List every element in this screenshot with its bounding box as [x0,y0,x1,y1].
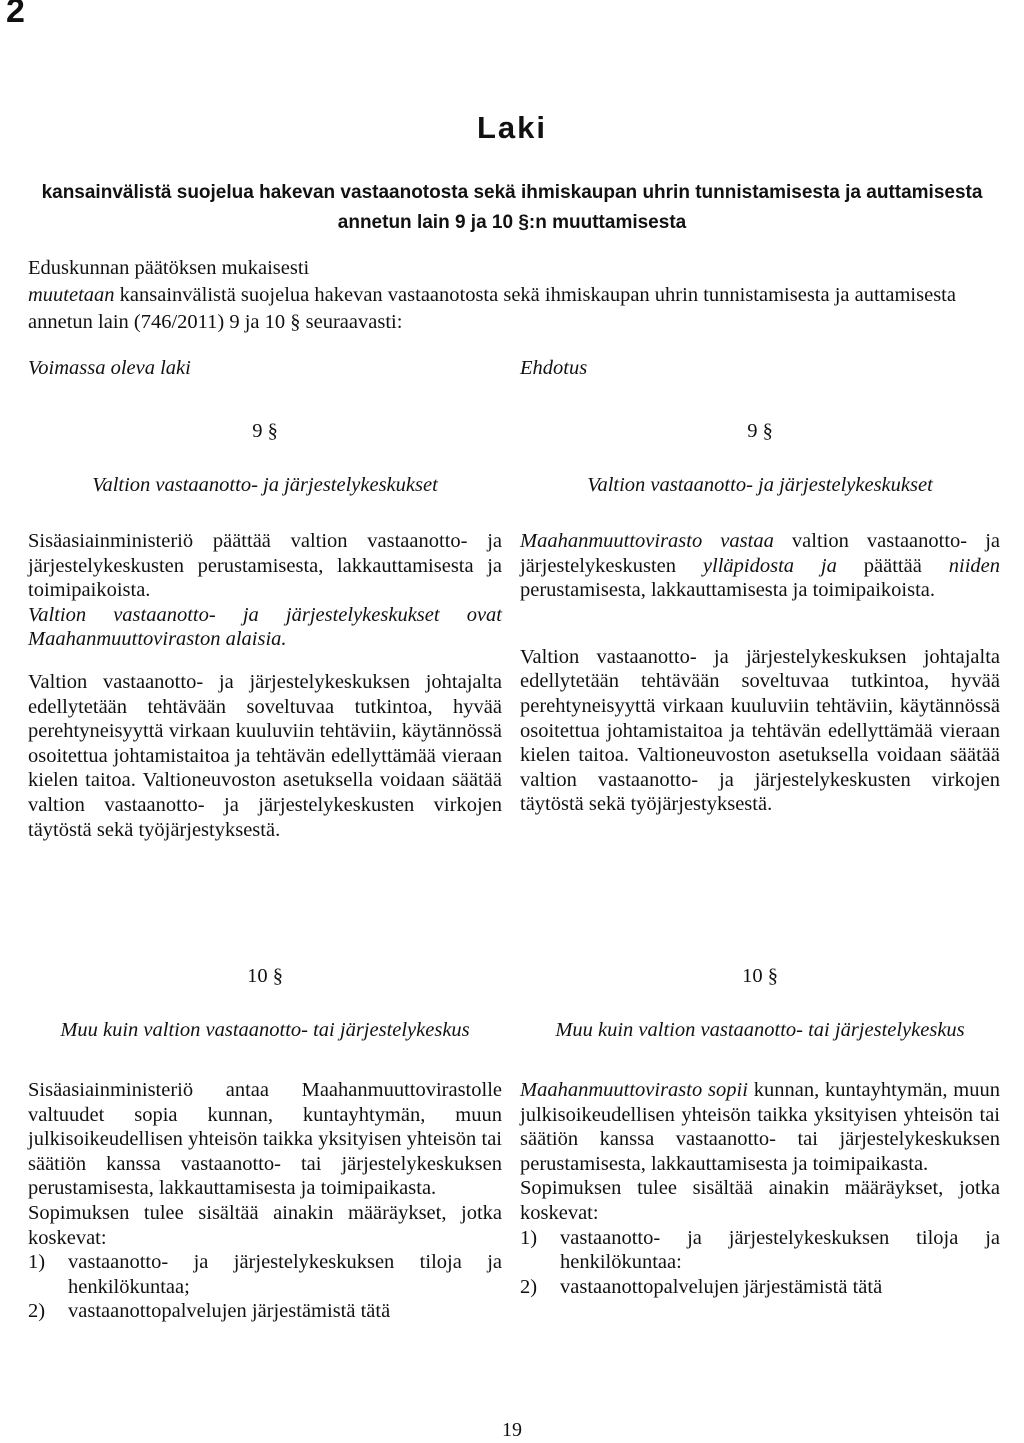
intro-lead-italic: muutetaan [28,284,115,306]
s10-left-p1: Sisäasiainministeriö antaa Maahanmuuttovirastolle valtuudet sopia kunnan, kuntayhtymän, muun julkisoikeudellisen yhteisön taikka yksityisen yhteisön tai säätiön kanssa vastaanotto- tai järjestelykeskuksen perustamisesta, lakkauttamisesta ja toimipaikasta. [28,1079,502,1200]
s9-right-p1-a: Maahanmuuttovirasto vastaa [520,530,774,552]
s9-left-p1: Sisäasiainministeriö päättää valtion vastaanotto- ja järjestelykeskusten perustamisesta, lakkauttamisesta ja toimipaikoista. [28,530,502,602]
s9-right-number: 9 § [747,420,773,442]
s10-right-p2: Sopimuksen tulee sisältää ainakin määräykset, jotka koskevat: [520,1177,1000,1224]
s10-left-number: 10 § [247,965,283,987]
s10-left-heading: Muu kuin valtion vastaanotto- tai järjestelykeskus [60,1019,470,1041]
list-item: 1) vastaanotto- ja järjestelykeskuksen tiloja ja henkilökuntaa: [520,1226,1000,1274]
s10-right-p1-a: Maahanmuuttovirasto sopii [520,1079,748,1101]
s9-right-p1-f: perustamisesta, lakkauttamisesta ja toimipaikoista. [520,579,936,602]
list-item: 2) vastaanottopalvelujen järjestämistä tätä [520,1275,883,1298]
s9-right-heading: Valtion vastaanotto- ja järjestelykeskukset [587,474,933,496]
intro-line-2 [28,282,998,336]
page-number-top: 2 [6,0,25,30]
left-column-heading: Voimassa oleva laki [28,357,191,379]
right-column-heading: Ehdotus [520,357,588,379]
s10-left-p2: Sopimuksen tulee sisältää ainakin määräykset, jotka koskevat: [28,1201,502,1249]
s9-right-p1 [520,529,1000,603]
s10-right-number: 10 § [742,965,778,987]
s10-right-list [520,1226,1000,1300]
law-title: Laki [476,110,548,145]
s9-left-heading: Valtion vastaanotto- ja järjestelykeskukset [92,474,438,496]
list-item: 1) vastaanotto- ja järjestelykeskuksen tiloja ja henkilökuntaa; [28,1251,502,1298]
page-number-bottom: 19 [502,1419,522,1441]
s10-right-column [520,950,1000,1299]
s9-right-column [520,405,1000,817]
intro-text: kansainvälistä suojelua hakevan vastaanotosta sekä ihmiskaupan uhrin tunnistamisesta ja auttamisesta annetun lain (746/2011) 9 ja 10 § seuraavasti: [28,284,956,333]
s10-right-heading: Muu kuin valtion vastaanotto- tai järjestelykeskus [555,1019,965,1041]
intro-line-1: Eduskunnan päätöksen mukaisesti [28,257,310,279]
s9-right-p1-c: ylläpidosta ja [702,554,837,577]
s10-right-p1 [520,1078,1000,1176]
s9-right-p1-d: päättää [836,554,949,577]
s9-right-p1-e: niiden [948,554,1000,577]
s9-left-column [28,405,502,842]
law-subtitle: kansainvälistä suojelua hakevan vastaanotosta sekä ihmiskaupan uhrin tunnistamisesta ja auttamisesta annetun lain 9 ja 10 §:n muuttamisesta [41,182,983,233]
s10-right-p1-b: kunnan, kuntayhtymän, muun julkisoikeudellisen yhteisön taikka yksityisen yhteisön tai säätiön kanssa vastaanotto- tai järjestelykeskuksen perustamisesta, lakkauttamisesta ja toimipaikasta. [520,1079,1000,1175]
intro [28,255,998,336]
s10-left-column [28,950,502,1324]
s9-left-p3: Valtion vastaanotto- ja järjestelykeskuksen johtajalta edellytetään tehtävään soveltuvaa tutkintoa, hyvää perehtyneisyyttä virkaan kuuluviin tehtäviin, käytännössä osoitettua johtamistaitoa ja tehtävän edellyttämää vieraan kielen taitoa. Valtioneuvoston asetuksella voidaan säätää valtion vastaanotto- ja järjestelykeskusten virkojen täytöstä sekä työjärjestyksestä. [28,670,502,841]
list-item: 2) vastaanottopalvelujen järjestämistä tätä [28,1300,391,1323]
s9-left-number: 9 § [252,420,278,442]
s10-left-list [28,1250,502,1324]
s9-right-p2: Valtion vastaanotto- ja järjestelykeskuksen johtajalta edellytetään tehtävään soveltuvaa tutkintoa, hyvää perehtyneisyyttä virkaan kuuluviin tehtäviin, käytännössä osoitettua johtamistaitoa ja tehtävän edellyttämää vieraan kielen taitoa. Valtioneuvoston asetuksella voidaan säätää valtion vastaanotto- ja järjestelykeskusten virkojen täytöstä sekä työjärjestyksestä. [520,645,1000,816]
s9-left-p2: Valtion vastaanotto- ja järjestelykeskukset ovat Maahanmuuttoviraston alaisia. [28,603,502,651]
s9-right-p1-b: valtion vastaanotto- ja järjestelykeskusten [520,530,1000,577]
